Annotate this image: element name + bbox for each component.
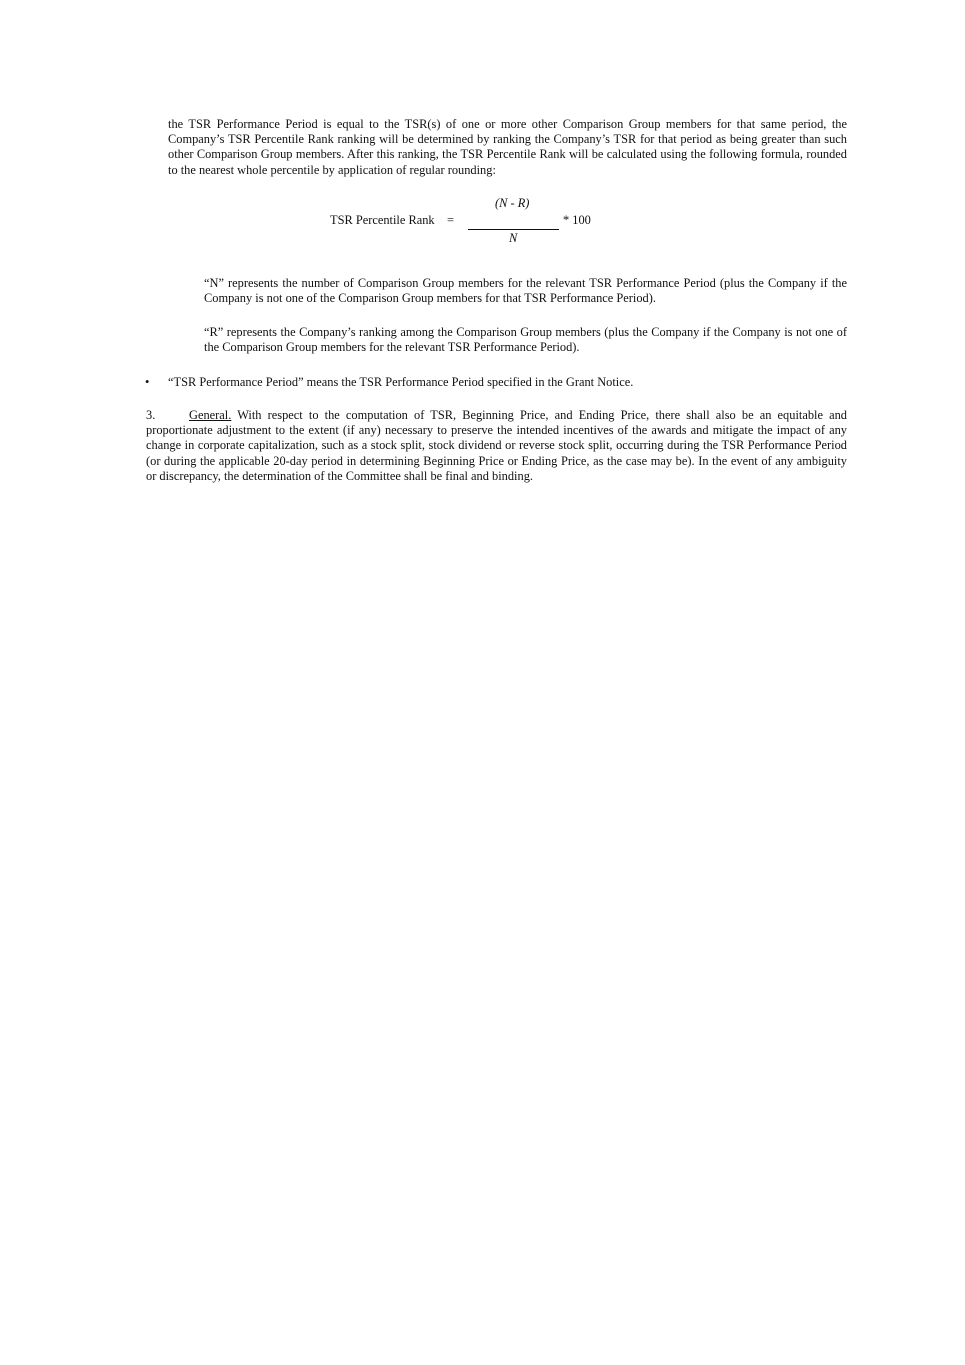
formula-denominator: N bbox=[509, 231, 518, 245]
section-3-general bbox=[146, 408, 847, 484]
bullet-mark: • bbox=[145, 375, 150, 389]
section-title: General. bbox=[189, 408, 232, 422]
definition-n: “N” represents the number of Comparison Group members for the relevant TSR Performance Period (plus the Company if the Company is not one of the Comparison Group members for that TSR Performance Period). bbox=[204, 276, 847, 306]
section-body: With respect to the computation of TSR, Beginning Price, and Ending Price, there shall also be an equitable and proportionate adjustment to the extent (if any) necessary to preserve the intended incentives of the awards and mitigate the impact of any change in corporate capitalization, such as a stock split, stock dividend or reverse stock split, occurring during the TSR Performance Period (or during the applicable 20-day period in determining Beginning Price or Ending Price, as the case may be). In the event of any ambiguity or discrepancy, the determination of the Committee shall be final and binding. bbox=[146, 408, 847, 483]
intro-paragraph: the TSR Performance Period is equal to the TSR(s) of one or more other Comparison Group members for that same period, the Company’s TSR Percentile Rank ranking will be determined by ranking the Company’s TSR for that period as being greater than such other Comparison Group members. After this ranking, the TSR Percentile Rank will be calculated using the following formula, rounded to the nearest whole percentile by application of regular rounding: bbox=[168, 117, 847, 177]
fraction-bar bbox=[468, 229, 559, 230]
formula-multiplier: * 100 bbox=[563, 213, 591, 227]
tsr-percentile-rank-formula bbox=[330, 196, 630, 248]
formula-equals-sign: = bbox=[447, 213, 454, 227]
section-number: 3. bbox=[146, 408, 156, 422]
formula-numerator: (N - R) bbox=[495, 196, 530, 210]
definition-r: “R” represents the Company’s ranking among the Comparison Group members (plus the Company if the Company is not one of the Comparison Group members for the relevant TSR Performance Period). bbox=[204, 325, 847, 355]
bullet-text: “TSR Performance Period” means the TSR Performance Period specified in the Grant Notice. bbox=[168, 375, 634, 389]
formula-label: TSR Percentile Rank bbox=[330, 213, 435, 227]
